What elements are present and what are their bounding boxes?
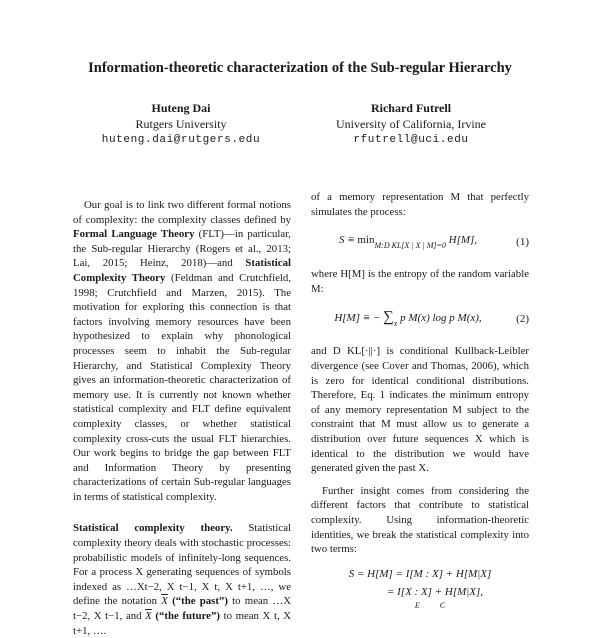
paper-title: Information-theoretic characterization of the Sub-regular Hierarchy — [88, 60, 512, 76]
author-1 — [78, 100, 284, 148]
author-2-affiliation: University of California, Irvine — [336, 117, 486, 131]
eq1-lhs: S ≡ — [338, 234, 355, 247]
sc-text-2: to mean …X t−2, X t−1, and — [73, 595, 292, 623]
eq2-sub: x — [393, 319, 398, 329]
author-1-email: huteng.dai@rutgers.edu — [101, 134, 261, 146]
eq3-line-1: S = H[M] = I[M : X] + H[M|X] — [348, 567, 492, 580]
section-heading: Statistical complexity theory. — [73, 522, 233, 535]
equation-2 — [311, 304, 529, 338]
right-p2: where H[M] is the entropy of the random variable M: — [311, 268, 529, 295]
equation-1 — [311, 227, 529, 261]
author-2-name: Richard Futrell — [370, 101, 452, 115]
term-sct: Statistical Complexity Theory — [73, 257, 291, 284]
eq1-sub: M:D KL[X | X | M]=0 — [374, 241, 446, 251]
author-1-name: Huteng Dai — [151, 101, 211, 115]
right-p4: Further insight comes from considering the different factors that contribute to statistical complexity. Using information-theoretic identities, we break the statistical complexity into two terms: — [311, 484, 529, 556]
author-2 — [308, 100, 514, 148]
eq2-rhs: p M(x) log p M(x), — [400, 312, 482, 325]
intro-text-3: (Feldman and Crutchfield, 1998; Crutchfield and Marzen, 2015). The motivation for exploring this connection is that factors involving memory resources have been hypothesized to explain why phonological processes seem to inhabit the Sub-regular Hierarchy, and Statistical Complexity Theory gives an information-theoretic characterization of memory use. It is currently not known whether statistical complexity and FLT define equivalent complexity classes, or whether statistical complexity cross-cuts the usual FLT hierarchies. Our work begins to bridge the gap between FLT and Information Theory by presenting characterizations of certain Sub-regular languages in terms of statistical complexity. — [73, 271, 291, 503]
intro-text-1: Our goal is to link two different formal notions of complexity: the complexity classes defined by — [73, 199, 291, 226]
right-p3: and D KL[·||·] is conditional Kullback-Leibler divergence (see Cover and Thomas, 2006), which is zero for identical conditional distributions. Therefore, Eq. 1 indicates the minimum entropy of any memory representation M subject to the constraint that M must allow us to generate a distribution over future sequences X which is identical to the distribution we would have generated given the past X. — [311, 345, 529, 475]
future-symbol: $\overline{X}$ — [145, 610, 152, 623]
eq2-sum: ∑ — [383, 309, 394, 326]
eq3-labels: E C — [414, 600, 446, 610]
sc-text-3: to mean X t, X t+1, …. — [73, 610, 292, 637]
eq1-number: (1) — [516, 236, 529, 249]
eq1-min: min — [357, 234, 375, 247]
right-p1: of a memory representation M that perfectly simulates the process: — [311, 191, 529, 218]
author-2-email: rfutrell@uci.edu — [353, 134, 469, 146]
eq3-line-2: = I[X : X] + H[M|X], — [386, 585, 484, 598]
past-label: (“the past”) — [172, 595, 228, 608]
sc-seq: t−2, X t−1, X t, X t+1, …, we define the notation — [73, 580, 291, 608]
right-column — [311, 190, 529, 610]
eq1-rhs: H[M], — [448, 234, 478, 247]
left-column — [73, 198, 291, 638]
sc-text-1: Statistical complexity theory deals with stochastic processes: probabilistic models of infinitely-long sequences. For a process X generating sequences of symbols indexed as …X — [73, 522, 292, 593]
author-1-affiliation: Rutgers University — [135, 117, 227, 131]
intro-text-2: (FLT)—in particular, the Sub-regular Hierarchy (Rogers et al., 2013; Lai, 2015; Heinz, 2018)—and — [73, 228, 291, 270]
past-symbol: $\overline{X}$ — [161, 595, 168, 608]
future-label: (“the future”) — [155, 610, 220, 623]
eq2-number: (2) — [516, 313, 529, 326]
eq2-lhs: H[M] ≡ − — [334, 312, 381, 325]
intro-paragraph — [73, 198, 291, 504]
term-flt: Formal Language Theory — [73, 228, 195, 241]
equation-3 — [311, 565, 529, 610]
sc-paragraph — [73, 521, 291, 638]
